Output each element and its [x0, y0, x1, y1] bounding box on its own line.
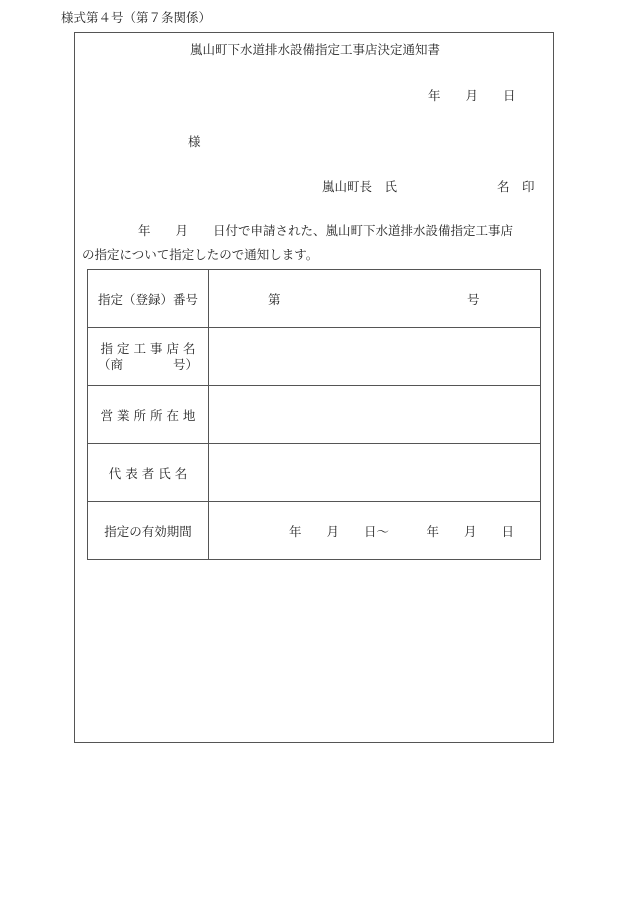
body-text-line-2: の指定について指定したので通知します。: [82, 247, 319, 262]
label-contractor-name: [88, 328, 209, 386]
table-row-office-address: [88, 386, 541, 444]
value-registration-number: [209, 270, 541, 328]
label-contractor-name-line2: （商 号）: [97, 356, 198, 372]
label-registration-number: 指定（登録）番号: [88, 270, 209, 328]
value-office-address: [209, 386, 541, 444]
mayor-signature-line: 嵐山町長 氏 名 印: [322, 179, 535, 194]
registration-number-suffix: 号: [467, 291, 480, 307]
value-validity-period: [209, 502, 541, 560]
table-row-representative-name: [88, 444, 541, 502]
addressee-honorific: 様: [188, 134, 201, 149]
table-row-validity-period: [88, 502, 541, 560]
form-number-label: 様式第４号（第７条関係）: [61, 10, 212, 25]
table-row-registration-number: [88, 270, 541, 328]
date-line: 年 月 日: [428, 88, 516, 103]
value-contractor-name: [209, 328, 541, 386]
label-office-address: 営 業 所 所 在 地: [88, 386, 209, 444]
validity-period-dates: 年 月 日～ 年 月 日: [289, 523, 515, 539]
designation-info-table: [87, 269, 541, 560]
label-representative-name: 代 表 者 氏 名: [88, 444, 209, 502]
label-contractor-name-line1: 指 定 工 事 店 名: [100, 340, 196, 356]
table-row-contractor-name: [88, 328, 541, 386]
value-representative-name: [209, 444, 541, 502]
document-title: 嵐山町下水道排水設備指定工事店決定通知書: [189, 42, 440, 57]
registration-number-prefix: 第: [268, 291, 281, 307]
label-validity-period: 指定の有効期間: [88, 502, 209, 560]
body-text-line-1: 年 月 日付で申請された、嵐山町下水道排水設備指定工事店: [138, 223, 514, 238]
